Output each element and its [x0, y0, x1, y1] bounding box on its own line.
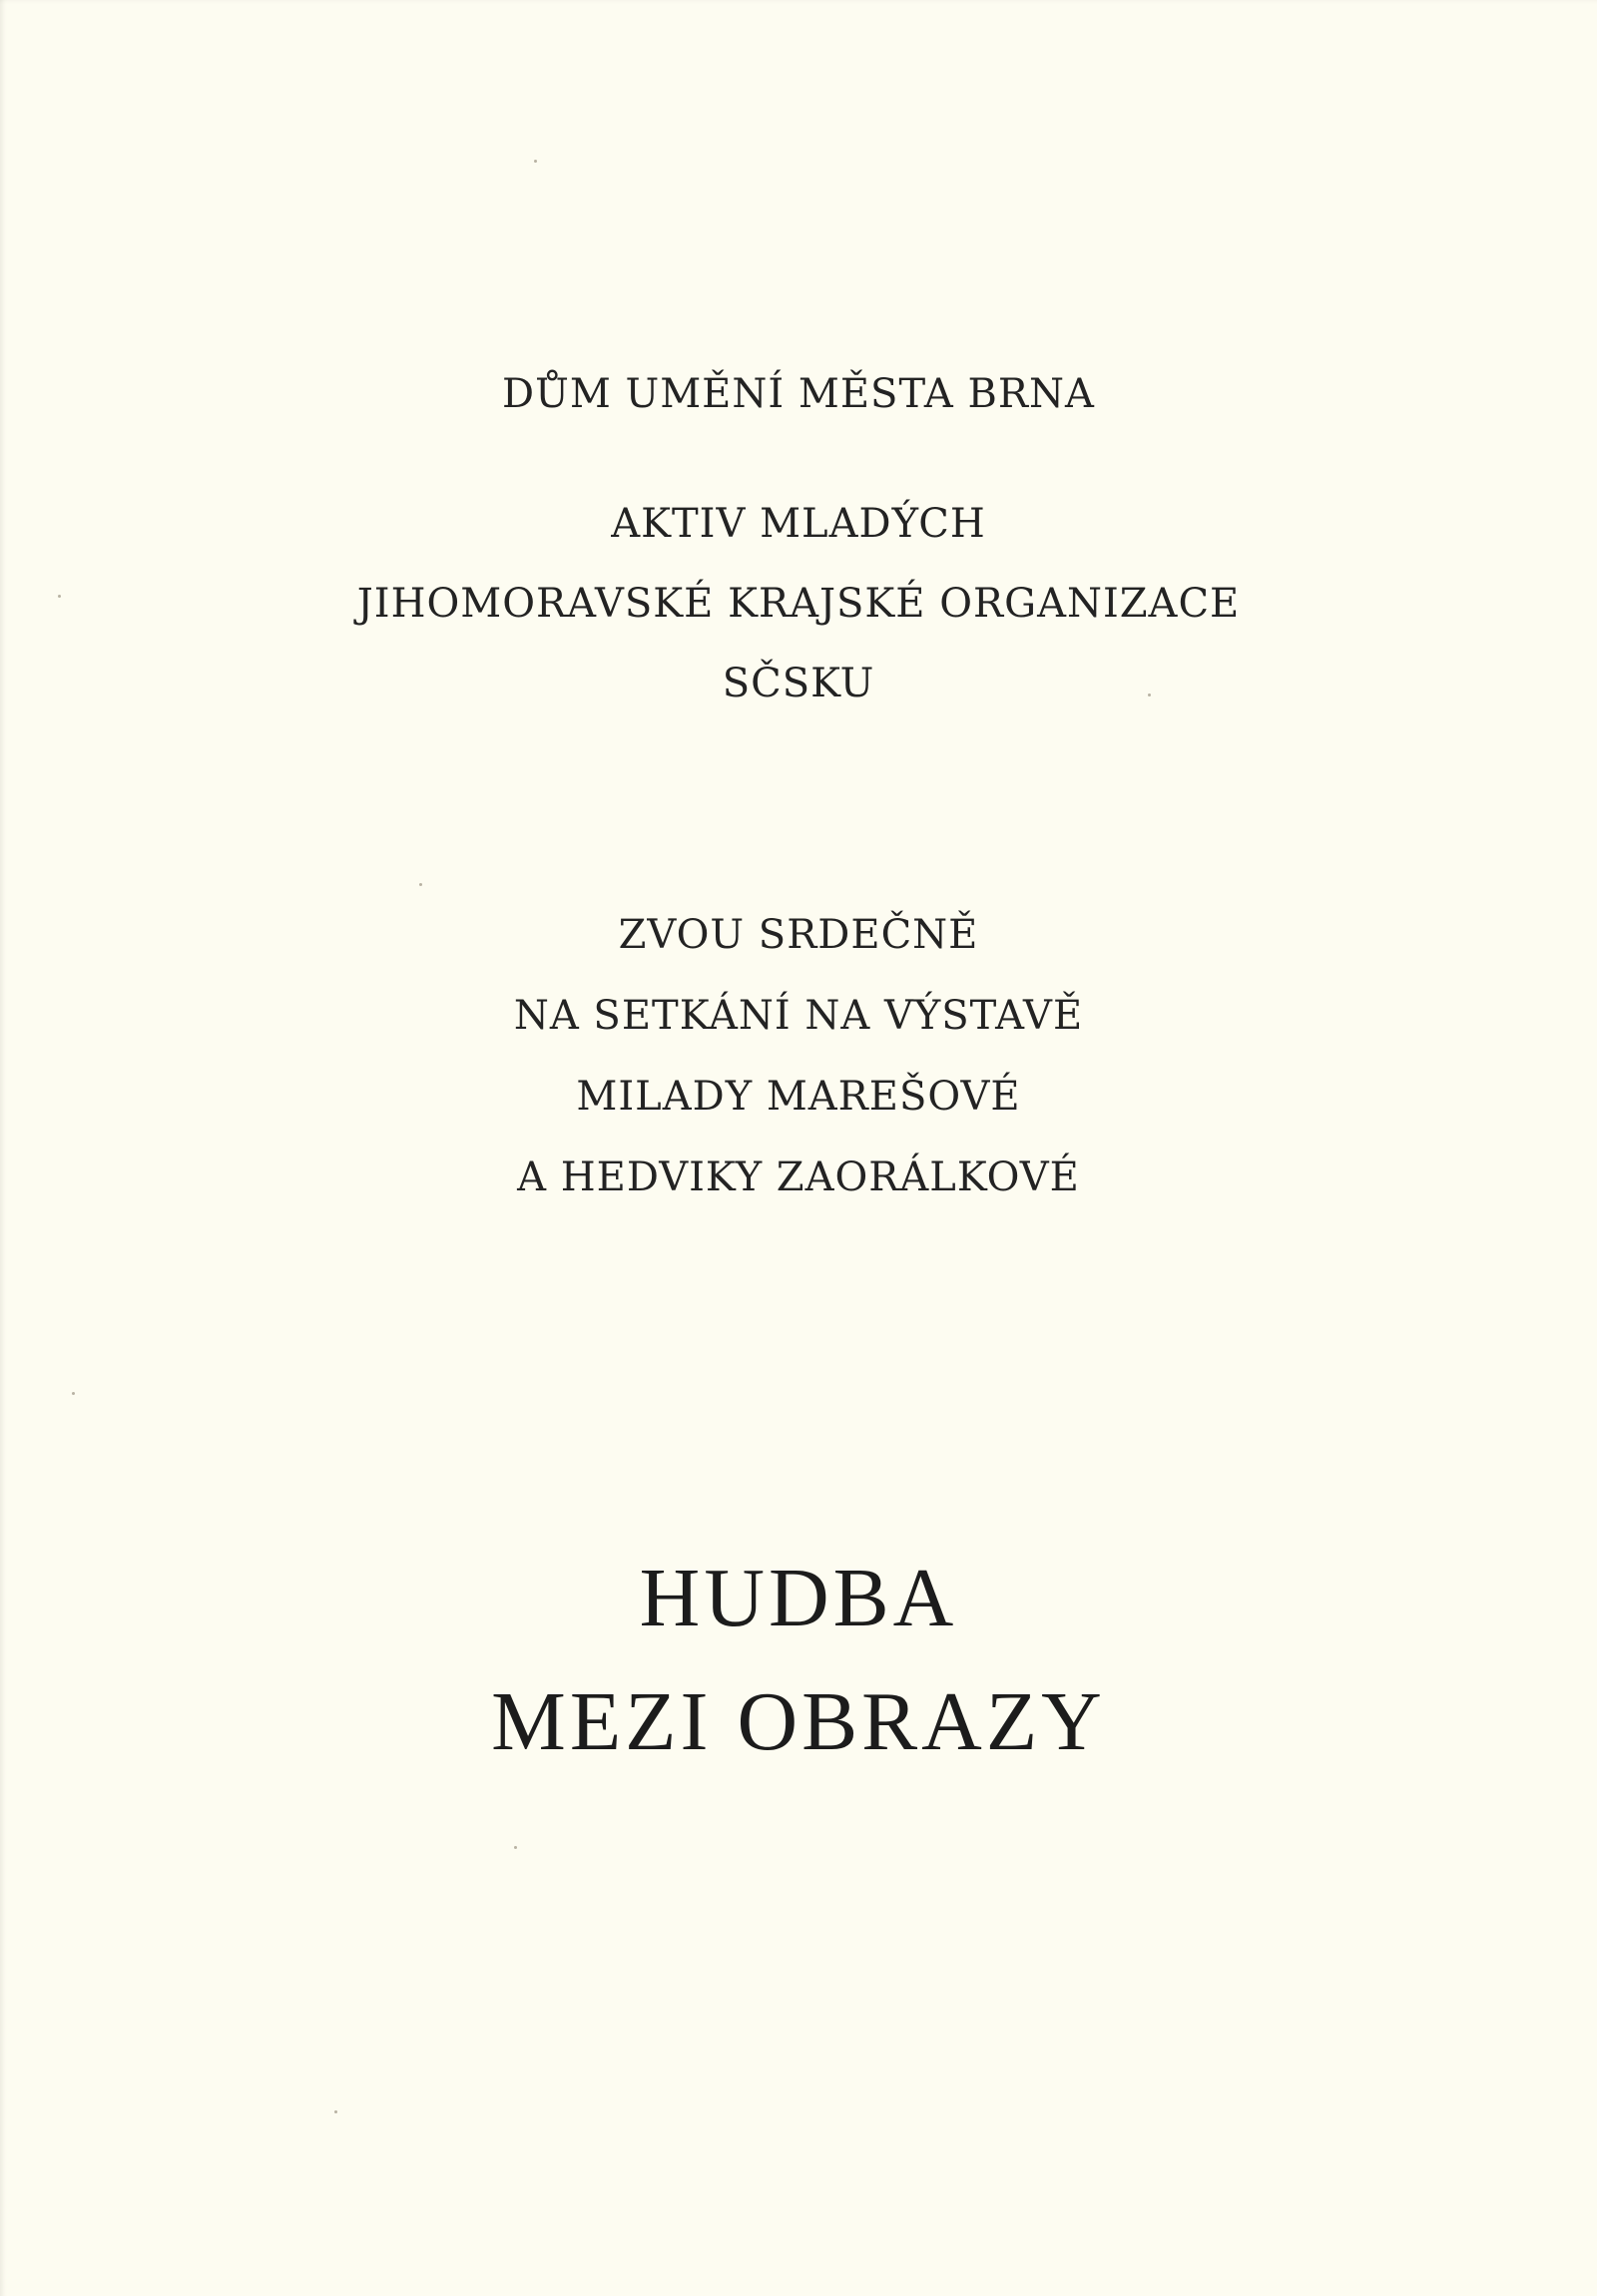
paper-speck	[514, 1846, 517, 1849]
organizer-line-2: JIHOMORAVSKÉ KRAJSKÉ ORGANIZACE	[356, 581, 1241, 627]
invitation-line-3: MILADY MAREŠOVÉ	[576, 1074, 1021, 1120]
paper-speck	[334, 2110, 337, 2113]
organizer-line-1: AKTIV MLADÝCH	[611, 501, 986, 547]
paper-speck	[58, 595, 61, 598]
invitation-line-1: ZVOU SRDEČNĚ	[618, 912, 979, 958]
exhibition-title-line-1: HUDBA	[639, 1552, 958, 1644]
paper-speck	[72, 1392, 75, 1395]
invitation-line-4: A HEDVIKY ZAORÁLKOVÉ	[517, 1154, 1080, 1200]
paper-speck	[1148, 693, 1151, 696]
institution-name: DŮM UMĚNÍ MĚSTA BRNA	[502, 371, 1095, 417]
paper-speck	[419, 883, 422, 886]
organizer-line-3: SČSKU	[722, 661, 875, 706]
exhibition-title-line-2: MEZI OBRAZY	[491, 1675, 1106, 1768]
paper-speck	[534, 160, 537, 163]
invitation-line-2: NA SETKÁNÍ NA VÝSTAVĚ	[513, 993, 1084, 1039]
